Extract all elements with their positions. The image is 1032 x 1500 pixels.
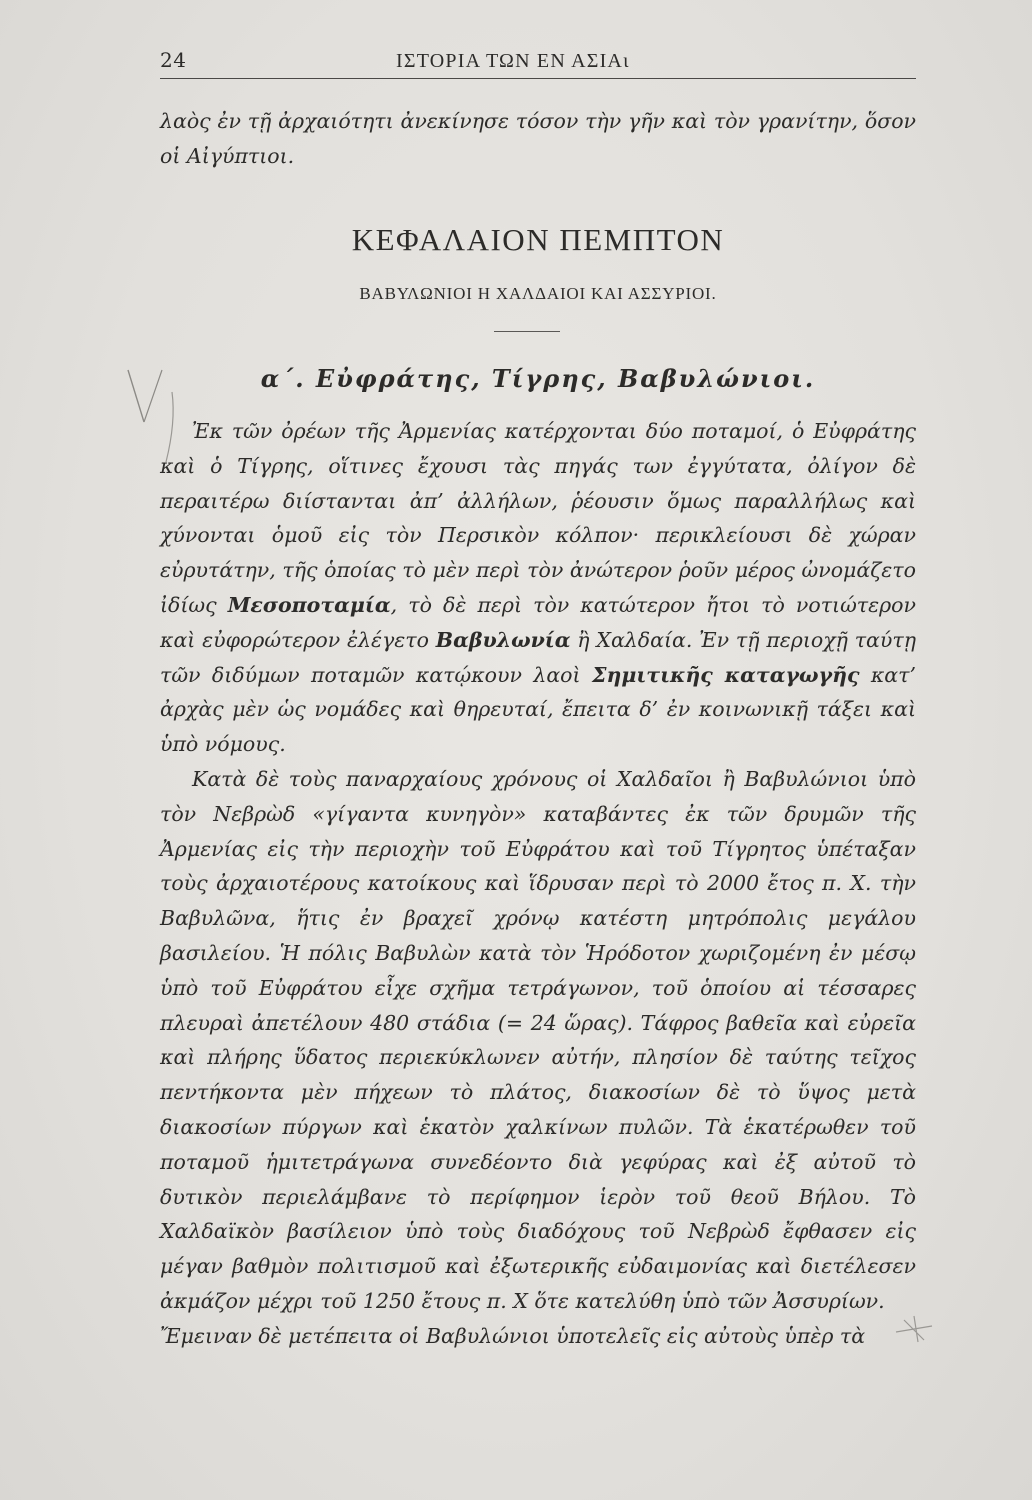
section-divider — [494, 331, 560, 332]
paragraph-rivers-part1: Ἐκ τῶν ὀρέων τῆς Ἀρμενίας κατέρχονται δύο ποταμοί, ὁ Εὐφράτης καὶ ὁ Τίγρης, οἵτινες ἔχουσι τὰς πηγάς των ἐγγύτατα, ὀλίγον δὲ περαιτέρω διίστανται ἀπ’ ἀλλήλων, ῥέουσιν ὅμως παραλλήλως καὶ χύνονται ὁμοῦ εἰς τὸν Περσικὸν κόλπον· περικλείουσι δὲ χώραν εὐρυτάτην, τῆς ὁποίας τὸ μὲν περὶ τὸν ἀνώτερον ῥοῦν μέρος ὠνομάζετο ἰδίως — [160, 419, 916, 617]
intro-text: λαὸς ἐν τῇ ἀρχαιότητι ἀνεκίνησε τόσον τὴν γῆν καὶ τὸν γρανίτην, ὅσον οἱ Αἰγύπτιοι. — [160, 109, 916, 168]
paragraph-rivers-part2: , τὸ δὲ περὶ τὸν κατώτερον ἤτοι τὸ νοτιώτερον καὶ εὐφορώτερον ἐλέγετο — [160, 592, 916, 652]
paragraph-rivers-part3: ἢ Χαλδαία. Ἐν τῇ περιοχῇ ταύτῃ τῶν διδύμων ποταμῶν κατῴκουν λαοὶ — [160, 627, 916, 687]
running-header — [160, 46, 916, 79]
paragraph-continuation: Ἔμειναν δὲ μετέπειτα οἱ Βαβυλώνιοι ὑποτελεῖς εἰς αὐτοὺς ὑπὲρ τὰ — [160, 1323, 866, 1348]
paragraph-rivers-part4: κατ’ ἀρχὰς μὲν ὡς νομάδες καὶ θηρευταί, ἔπειτα δ’ ἐν κοινωνικῇ τάξει καὶ ὑπὸ νόμους. — [160, 662, 917, 757]
chapter-subtitle: ΒΑΒΥΛΩΝΙΟΙ Η ΧΑΛΔΑΙΟΙ ΚΑΙ ΑΣΣΥΡΙΟΙ. — [359, 284, 717, 303]
chapter-title: ΚΕΦΑΛΑΙΟΝ ΠΕΜΠΤΟΝ — [351, 222, 725, 257]
page-number: 24 — [160, 48, 187, 72]
intro-paragraph — [160, 104, 916, 174]
running-title: ΙΣΤΟΡΙΑ ΤΩΝ ΕΝ ΑΣΙΑι — [396, 50, 630, 72]
term-mesopotamia: Μεσοποταμία — [227, 592, 391, 617]
paragraph-babylon: Κατὰ δὲ τοὺς παναρχαίους χρόνους οἱ Χαλδαῖοι ἢ Βαβυλώνιοι ὑπὸ τὸν Νεβρὼδ «γίγαντα κυνηγὸν» καταβάντες ἐκ τῶν δρυμῶν τῆς Ἀρμενίας εἰς τὴν περιοχὴν τοῦ Εὐφράτου καὶ τοῦ Τίγρητος ὑπέταξαν τοὺς ἀρχαιοτέρους κατοίκους καὶ ἵδρυσαν περὶ τὸ 2000 ἔτος π. Χ. τὴν Βαβυλῶνα, ἥτις ἐν βραχεῖ χρόνῳ κατέστη μητρόπολις μεγάλου βασιλείου. Ἡ πόλις Βαβυλὼν κατὰ τὸν Ἡρόδοτον χωριζομένη ἐν μέσῳ ὑπὸ τοῦ Εὐφράτου εἶχε σχῆμα τετράγωνον, τοῦ ὁποίου αἱ τέσσαρες πλευραὶ ἀπετέλουν 480 στάδια (= 24 ὥρας). Τάφρος βαθεῖα καὶ εὐρεῖα καὶ πλήρης ὕδατος περιεκύκλωνεν αὐτήν, πλησίον δὲ ταύτης τεῖχος πεντήκοντα μὲν πήχεων τὸ πλάτος, διακοσίων δὲ τὸ ὕψος μετὰ διακοσίων πύργων καὶ ἑκατὸν χαλκίνων πυλῶν. Τὰ ἑκατέρωθεν τοῦ ποταμοῦ ἡμιτετράγωνα συνεδέοντο διὰ γεφύρας καὶ ἐξ αὐτοῦ τὸ δυτικὸν περιελάμβανε τὸ περίφημον ἱερὸν τοῦ θεοῦ Βήλου. Τὸ Χαλδαϊκὸν βασίλειον ὑπὸ τοὺς διαδόχους τοῦ Νεβρὼδ ἔφθασεν εἰς μέγαν βαθμὸν πολιτισμοῦ καὶ ἐξωτερικῆς εὐδαιμονίας καὶ διετέλεσεν ἀκμάζον μέχρι τοῦ 1250 ἔτους π. Χ ὅτε κατελύθη ὑπὸ τῶν Ἀσσυρίων. — [160, 766, 916, 1313]
term-semitic-origin: Σημιτικῆς καταγωγῆς — [591, 662, 860, 687]
term-babylonia: Βαβυλωνία — [435, 627, 571, 652]
section-heading: α΄. Εὐφράτης, Τίγρης, Βαβυλώνιοι. — [260, 364, 816, 393]
paragraph-rivers — [160, 414, 916, 762]
body-text — [160, 414, 916, 1354]
ink-mark-icon — [892, 1312, 936, 1346]
